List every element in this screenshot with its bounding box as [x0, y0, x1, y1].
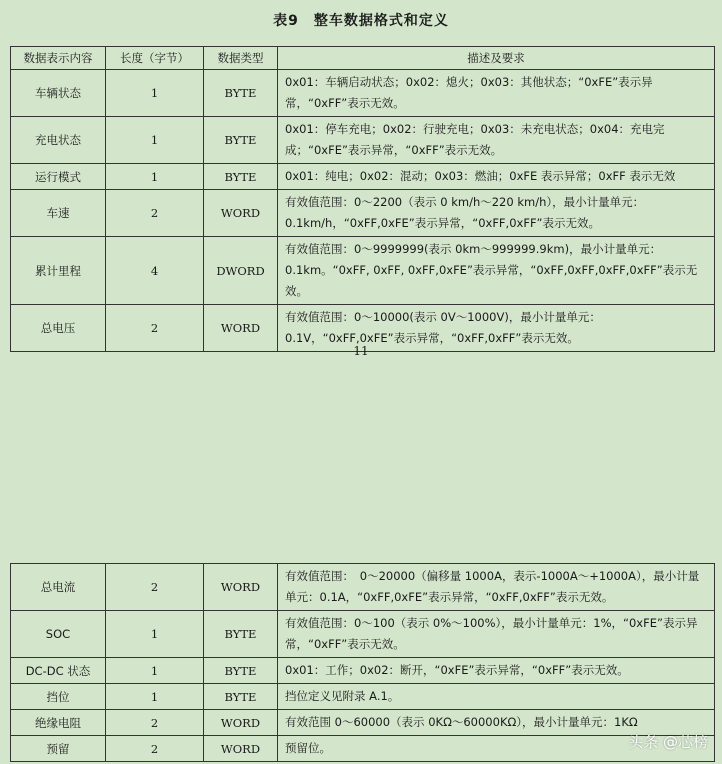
vehicle-data-table-part2 — [10, 563, 715, 762]
row-type: WORD — [204, 305, 278, 352]
row-type: WORD — [204, 564, 278, 611]
row-name: 预留 — [11, 736, 106, 762]
row-name: 充电状态 — [11, 117, 106, 164]
row-type: BYTE — [204, 684, 278, 710]
row-name: 挡位 — [11, 684, 106, 710]
row-length: 2 — [106, 305, 204, 352]
row-type: BYTE — [204, 164, 278, 190]
row-name: 车辆状态 — [11, 70, 106, 117]
row-length: 2 — [106, 710, 204, 736]
row-length: 1 — [106, 658, 204, 684]
row-description: 挡位定义见附录 A.1。 — [278, 684, 715, 710]
row-description: 有效值范围：0～10000(表示 0V～1000V)，最小计量单元：0.1V，“0xFF,0xFE”表示异常，“0xFF,0xFF”表示无效。 — [278, 305, 715, 352]
row-length: 1 — [106, 684, 204, 710]
row-description: 有效范围 0～60000（表示 0KΩ～60000KΩ），最小计量单元：1KΩ — [278, 710, 715, 736]
row-type: BYTE — [204, 658, 278, 684]
table-row — [11, 564, 715, 611]
table-row — [11, 190, 715, 237]
row-type: WORD — [204, 710, 278, 736]
header-type: 数据类型 — [204, 47, 278, 70]
row-description: 0x01：工作；0x02：断开，“0xFE”表示异常，“0xFF”表示无效。 — [278, 658, 715, 684]
vehicle-data-table-part1 — [10, 46, 715, 352]
page-number: 11 — [353, 344, 369, 358]
row-type: BYTE — [204, 117, 278, 164]
table-row — [11, 237, 715, 305]
row-length: 2 — [106, 736, 204, 762]
row-description: 有效值范围：0～9999999(表示 0km～999999.9km)，最小计量单元：0.1km。“0xFF, 0xFF, 0xFF,0xFE”表示异常，“0xFF,0xFF,0xFF,0xFF”表示无效。 — [278, 237, 715, 305]
row-name: 运行模式 — [11, 164, 106, 190]
row-type: DWORD — [204, 237, 278, 305]
row-length: 2 — [106, 190, 204, 237]
row-description: 有效值范围：0～2200（表示 0 km/h～220 km/h），最小计量单元：0.1km/h，“0xFF,0xFE”表示异常，“0xFF,0xFF”表示无效。 — [278, 190, 715, 237]
table-title: 表9 整车数据格式和定义 — [273, 13, 449, 29]
table-row — [11, 70, 715, 117]
header-length: 长度（字节） — [106, 47, 204, 70]
row-type: BYTE — [204, 70, 278, 117]
row-name: DC-DC 状态 — [11, 658, 106, 684]
row-length: 1 — [106, 117, 204, 164]
table-row — [11, 736, 715, 762]
row-name: SOC — [11, 611, 106, 658]
row-length: 1 — [106, 611, 204, 658]
row-length: 2 — [106, 564, 204, 611]
row-type: WORD — [204, 736, 278, 762]
table-row — [11, 117, 715, 164]
table-row — [11, 611, 715, 658]
row-description: 预留位。 — [278, 736, 715, 762]
table-row — [11, 658, 715, 684]
row-name: 累计里程 — [11, 237, 106, 305]
watermark: 头条 @芯榜 — [628, 733, 708, 751]
row-description: 有效值范围： 0～20000（偏移量 1000A，表示-1000A～+1000A），最小计量单元：0.1A，“0xFF,0xFE”表示异常，“0xFF,0xFF”表示无效。 — [278, 564, 715, 611]
row-name: 绝缘电阻 — [11, 710, 106, 736]
table-header-row — [11, 47, 715, 70]
row-description: 有效值范围：0～100（表示 0%～100%），最小计量单元：1%，“0xFE”表示异常，“0xFF”表示无效。 — [278, 611, 715, 658]
row-length: 1 — [106, 164, 204, 190]
header-content: 数据表示内容 — [11, 47, 106, 70]
table-row — [11, 164, 715, 190]
row-description: 0x01：停车充电；0x02：行驶充电；0x03：未充电状态；0x04：充电完成；“0xFE”表示异常，“0xFF”表示无效。 — [278, 117, 715, 164]
table-row — [11, 710, 715, 736]
row-description: 0x01：车辆启动状态；0x02：熄火；0x03：其他状态；“0xFE”表示异常，“0xFF”表示无效。 — [278, 70, 715, 117]
row-length: 1 — [106, 70, 204, 117]
row-name: 总电压 — [11, 305, 106, 352]
row-length: 4 — [106, 237, 204, 305]
row-name: 车速 — [11, 190, 106, 237]
header-description: 描述及要求 — [278, 47, 715, 70]
row-type: BYTE — [204, 611, 278, 658]
row-description: 0x01：纯电；0x02：混动；0x03：燃油；0xFE 表示异常；0xFF 表示无效 — [278, 164, 715, 190]
row-type: WORD — [204, 190, 278, 237]
row-name: 总电流 — [11, 564, 106, 611]
table-row — [11, 684, 715, 710]
